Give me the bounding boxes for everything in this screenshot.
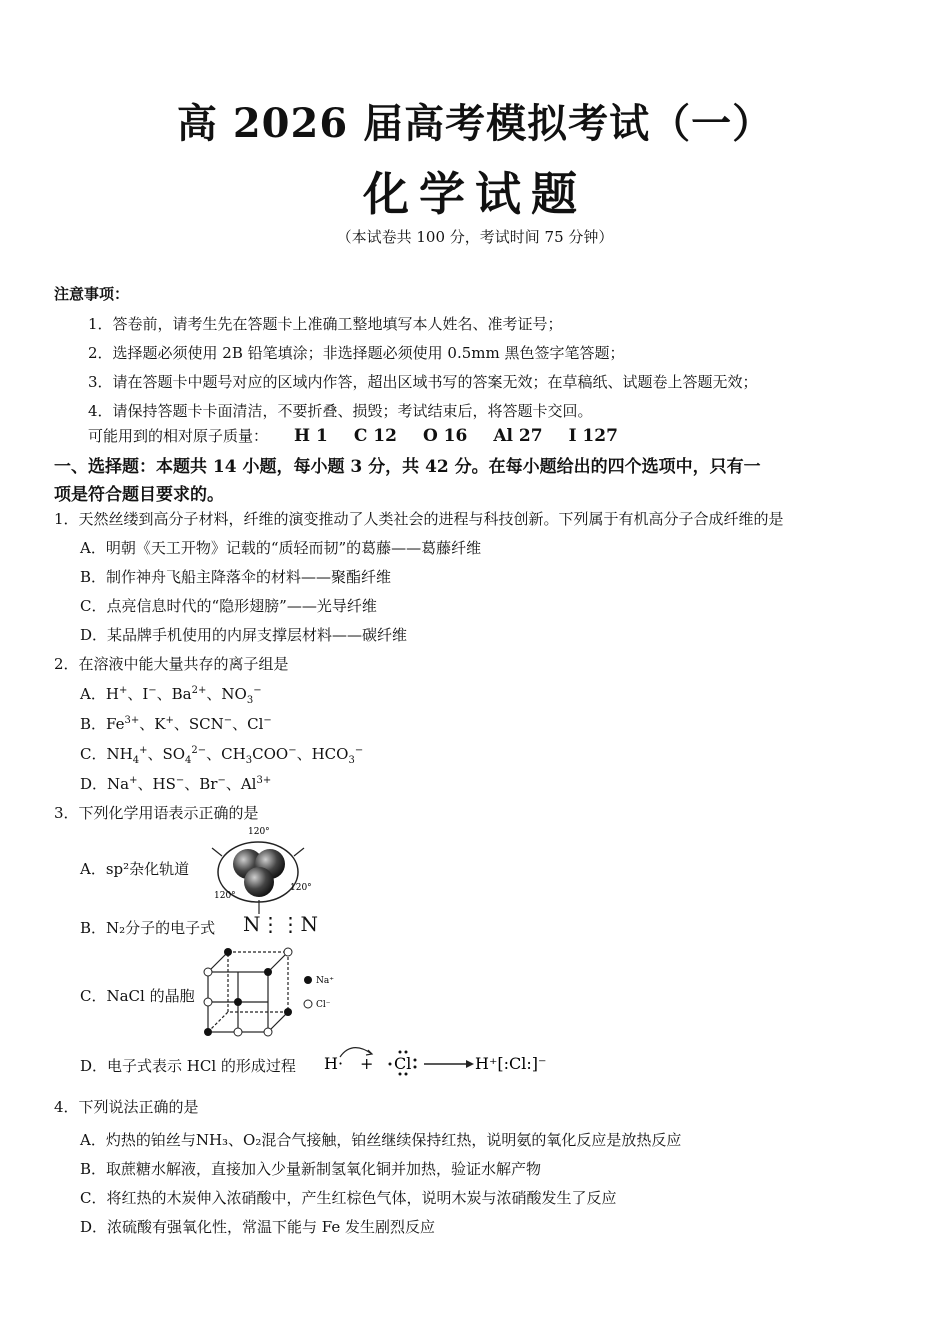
svg-text:+: + xyxy=(360,1054,374,1073)
svg-text:Na⁺: Na⁺ xyxy=(316,976,334,986)
atomic-mass: Al 27 xyxy=(493,426,543,446)
svg-text:H·: H· xyxy=(324,1054,344,1073)
atomic-mass: O 16 xyxy=(422,426,468,446)
atomic-mass: H 1 xyxy=(294,426,328,446)
q2-option-c: C．$NH_4^+$、$SO_4^{2-}$、$CH_3COO^-$、$HCO_3^-$ xyxy=(80,745,364,766)
svg-text:Cl: Cl xyxy=(394,1054,412,1073)
q2-option-b: B．$Fe^{3+}$、K+、SCN−、Cl− xyxy=(80,715,272,733)
subject-title: 化学试题 xyxy=(363,167,587,221)
question-1-stem: 1．天然丝缕到高分子材料，纤维的演变推动了人类社会的进程与科技创新。下列属于有机高分子合成纤维的是 xyxy=(54,510,784,528)
q4-option-c: C．将红热的木炭伸入浓硝酸中，产生红棕色气体，说明木炭与浓硝酸发生了反应 xyxy=(80,1189,617,1207)
q1-option-d: D．某品牌手机使用的内屏支撑层材料——碳纤维 xyxy=(80,626,408,644)
q2-option-a: A．H+、I−、$Ba^{2+}$、$NO_3^-$ xyxy=(80,685,262,706)
question-3-stem: 3．下列化学用语表示正确的是 xyxy=(54,804,259,822)
note-item: 1．答卷前，请考生先在答题卡上准确工整地填写本人姓名、准考证号； xyxy=(88,315,563,333)
q1-option-b: B．制作神舟飞船主降落伞的材料——聚酯纤维 xyxy=(80,568,392,586)
svg-text:120°: 120° xyxy=(214,891,236,901)
note-item: 2．选择题必须使用 2B 铅笔填涂；非选择题必须使用 0.5mm 黑色签字笔答题； xyxy=(88,344,625,362)
nacl-unit-cell-diagram xyxy=(200,940,340,1040)
q1-option-a: A．明朝《天工开物》记载的“质轻而韧”的葛藤——葛藤纤维 xyxy=(80,539,482,557)
question-2-stem: 2．在溶液中能大量共存的离子组是 xyxy=(54,655,289,673)
atomic-mass: C 12 xyxy=(353,426,397,446)
section-heading-cont: 项是符合题目要求的。 xyxy=(54,485,224,505)
q3-option-a: A．sp²杂化轨道 xyxy=(80,860,190,878)
note-item: 4．请保持答题卡卡面清洁，不要折叠、损毁；考试结束后，将答题卡交回。 xyxy=(88,402,593,420)
q4-option-d: D．浓硫酸有强氧化性，常温下能与 Fe 发生剧烈反应 xyxy=(80,1218,436,1236)
question-4-stem: 4．下列说法正确的是 xyxy=(54,1098,199,1116)
q2-option-d: D．Na+、HS−、Br−、$Al^{3+}$ xyxy=(80,775,272,793)
n2-electron-formula: N⋮⋮N xyxy=(243,912,318,936)
atomic-label: 可能用到的相对原子质量： xyxy=(88,427,269,445)
q4-option-b: B．取蔗糖水解液，直接加入少量新制氢氧化铜并加热，验证水解产物 xyxy=(80,1160,542,1178)
svg-text:120°: 120° xyxy=(248,827,270,837)
section-heading: 一、选择题：本题共 14 小题，每小题 3 分，共 42 分。在每小题给出的四个选项中，只有一 xyxy=(54,457,761,477)
q1-option-c: C．点亮信息时代的“隐形翅膀”——光导纤维 xyxy=(80,597,377,615)
svg-text:120°: 120° xyxy=(290,883,312,893)
atomic-masses xyxy=(88,425,618,446)
q3-option-d: D．电子式表示 HCl 的形成过程 xyxy=(80,1057,296,1075)
hcl-formation-diagram xyxy=(322,1040,557,1086)
svg-text:Cl⁻: Cl⁻ xyxy=(316,1000,331,1010)
atomic-mass: I 127 xyxy=(568,426,618,446)
q3-option-c: C．NaCl 的晶胞 xyxy=(80,987,195,1005)
exam-subtitle: （本试卷共 100 分，考试时间 75 分钟） xyxy=(336,228,614,246)
exam-title: 高 2026 届高考模拟考试（一） xyxy=(176,100,774,147)
q3-option-b: B．N₂分子的电子式 xyxy=(80,919,216,937)
sp2-orbital-diagram xyxy=(200,822,320,914)
notes-heading: 注意事项： xyxy=(54,285,130,303)
svg-text:H⁺[:Cl:]⁻: H⁺[:Cl:]⁻ xyxy=(475,1054,547,1073)
note-item: 3．请在答题卡中题号对应的区域内作答，超出区域书写的答案无效；在草稿纸、试题卷上答题无效； xyxy=(88,373,758,391)
q4-option-a: A．灼热的铂丝与NH₃、O₂混合气接触，铂丝继续保持红热，说明氨的氧化反应是放热反应 xyxy=(80,1131,682,1149)
